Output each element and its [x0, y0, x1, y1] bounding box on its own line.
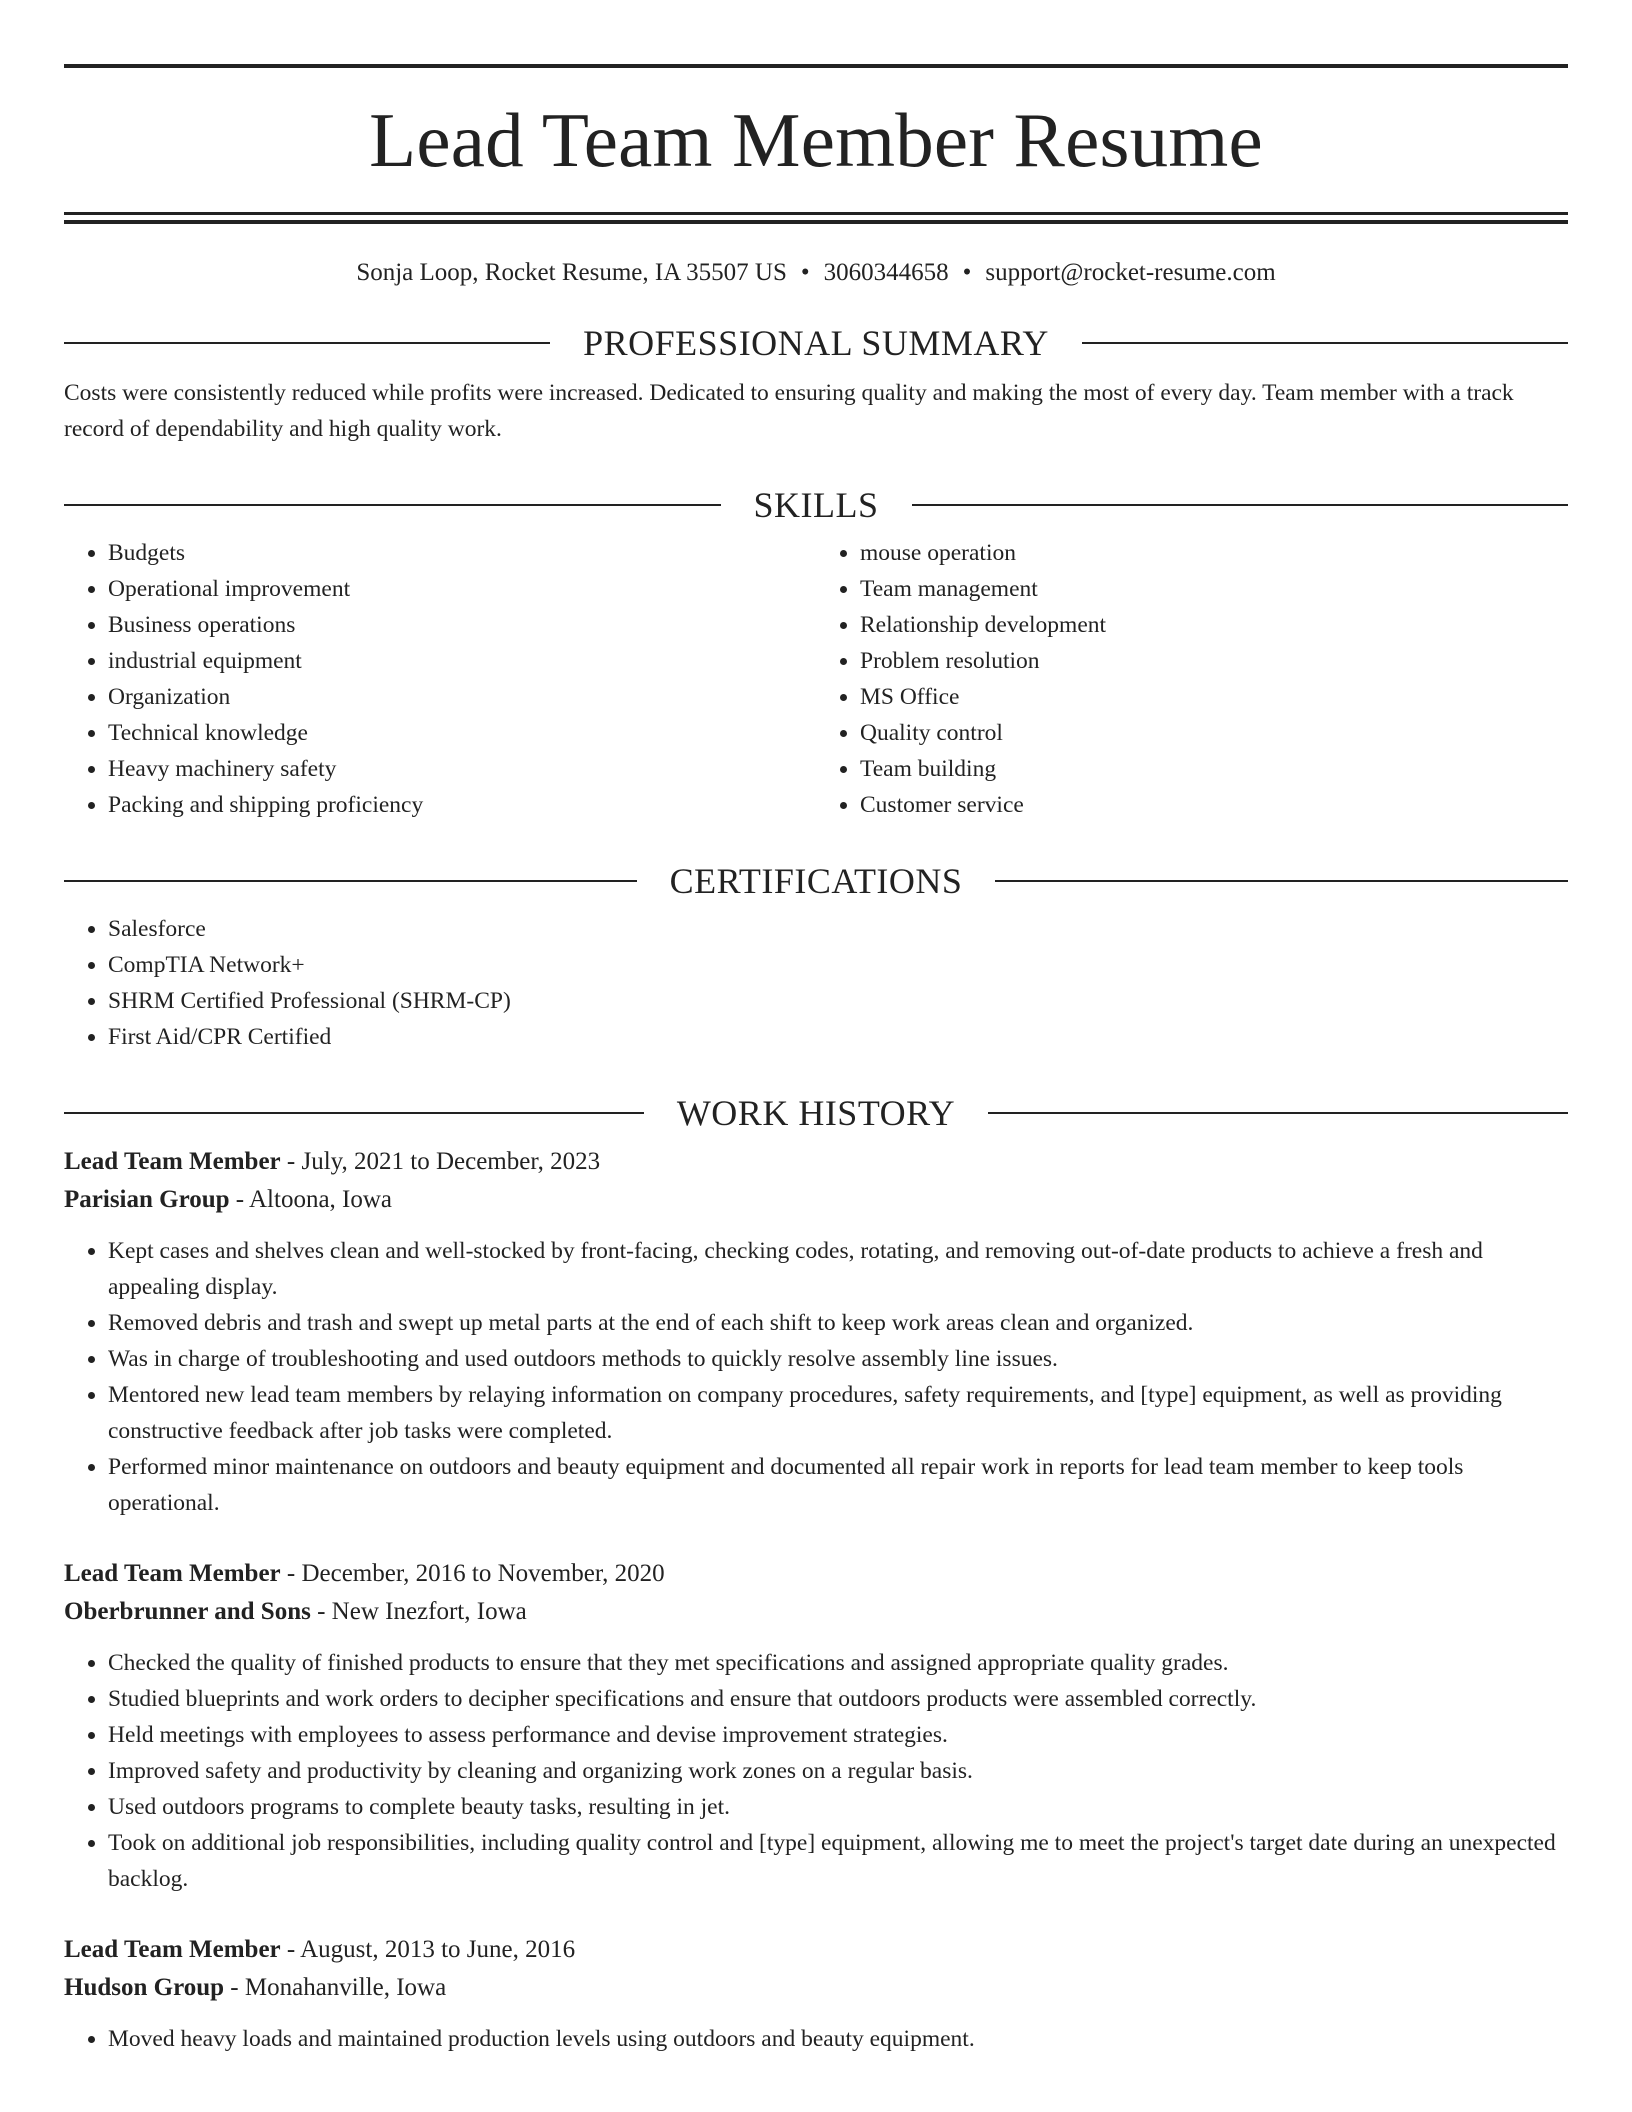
job-duty-item: • Was in charge of troubleshooting and used outdoors methods to quickly resolve assembly line issues. — [108, 1341, 1568, 1377]
job-dates: - August, 2013 to June, 2016 — [280, 1936, 576, 1963]
resume-title: Lead Team Member Resume — [369, 97, 1263, 183]
job-company: Parisian Group — [64, 1186, 230, 1213]
skill-item: • mouse operation — [860, 535, 1568, 571]
job-dates: - December, 2016 to November, 2020 — [280, 1560, 665, 1587]
job-duty-item: • Moved heavy loads and maintained production levels using outdoors and beauty equipment. — [108, 2021, 1568, 2057]
certification-item: • Salesforce — [108, 911, 1568, 947]
job-duty-item: • Mentored new lead team members by relaying information on company procedures, safety requirements, and [type] equipment, as well as providing constructive feedback after job tasks were completed. — [108, 1377, 1568, 1449]
skill-item: • Team building — [860, 751, 1568, 787]
job-duty-item: • Studied blueprints and work orders to decipher specifications and ensure that outdoors products were assembled correctly. — [108, 1681, 1568, 1717]
certification-item: • SHRM Certified Professional (SHRM-CP) — [108, 983, 1568, 1019]
skills-column-right — [816, 535, 1568, 823]
divider-line — [64, 504, 721, 506]
skill-item: • Team management — [860, 571, 1568, 607]
skills-right-list — [816, 535, 1568, 823]
contact-separator: • — [962, 259, 972, 286]
contact-email: support@rocket-resume.com — [985, 259, 1276, 286]
divider-line — [64, 342, 550, 344]
section-title: CERTIFICATIONS — [669, 861, 963, 901]
job-location: - Altoona, Iowa — [229, 1186, 393, 1213]
job-title: Lead Team Member — [64, 1148, 281, 1175]
section-heading-work — [64, 1095, 1568, 1131]
skill-item: • Packing and shipping proficiency — [108, 787, 816, 823]
skills-list — [64, 535, 1568, 823]
section-title: WORK HISTORY — [676, 1093, 956, 1133]
section-heading-certifications — [64, 863, 1568, 899]
divider-line — [995, 880, 1568, 882]
job-title-line — [64, 1143, 1568, 1181]
skill-item: • Heavy machinery safety — [108, 751, 816, 787]
skill-item: • MS Office — [860, 679, 1568, 715]
job-title-line — [64, 1931, 1568, 1969]
divider-line — [988, 1112, 1568, 1114]
job-duty-item: • Took on additional job responsibilities, including quality control and [type] equipment, allowing me to meet the project's target date during an unexpected backlog. — [108, 1825, 1568, 1897]
job-duty-item: • Improved safety and productivity by cleaning and organizing work zones on a regular basis. — [108, 1753, 1568, 1789]
job-duty-item: • Removed debris and trash and swept up metal parts at the end of each shift to keep work areas clean and organized. — [108, 1305, 1568, 1341]
divider-line — [64, 880, 637, 882]
job-title: Lead Team Member — [64, 1936, 281, 1963]
job-entry — [64, 1143, 1568, 1521]
job-location: - New Inezfort, Iowa — [310, 1598, 527, 1625]
contact-separator: • — [800, 259, 810, 286]
contact-phone: 3060344658 — [823, 259, 949, 286]
job-entry — [64, 1555, 1568, 1897]
top-rule — [64, 64, 1568, 68]
certifications-block — [64, 911, 1568, 1055]
certifications-list — [64, 911, 1568, 1055]
divider-line — [912, 504, 1569, 506]
job-duty-item: • Checked the quality of finished products to ensure that they met specifications and assigned appropriate quality grades. — [108, 1645, 1568, 1681]
job-duty-item: • Performed minor maintenance on outdoors and beauty equipment and documented all repair work in reports for lead team member to keep tools operational. — [108, 1449, 1568, 1521]
summary-text: Costs were consistently reduced while profits were increased. Dedicated to ensuring quality and making the most of every day. Team member with a track record of dependability and high quality work. — [64, 380, 1514, 442]
skills-left-list — [64, 535, 816, 823]
title-double-rule — [64, 212, 1568, 224]
job-company-line — [64, 1969, 1568, 2007]
job-dates: - July, 2021 to December, 2023 — [280, 1148, 601, 1175]
certification-item: • CompTIA Network+ — [108, 947, 1568, 983]
skill-item: • Relationship development — [860, 607, 1568, 643]
section-title: PROFESSIONAL SUMMARY — [583, 323, 1049, 363]
skill-item: • Operational improvement — [108, 571, 816, 607]
job-duties-list — [64, 1645, 1568, 1897]
job-title: Lead Team Member — [64, 1560, 281, 1587]
job-duties-list — [64, 2021, 1568, 2057]
divider-line — [1082, 342, 1568, 344]
job-duty-item: • Used outdoors programs to complete beauty tasks, resulting in jet. — [108, 1789, 1568, 1825]
section-heading-skills — [64, 487, 1568, 523]
skill-item: • Quality control — [860, 715, 1568, 751]
skill-item: • industrial equipment — [108, 643, 816, 679]
contact-line — [64, 260, 1568, 285]
job-duty-item: • Held meetings with employees to assess performance and devise improvement strategies. — [108, 1717, 1568, 1753]
skill-item: • Technical knowledge — [108, 715, 816, 751]
contact-address: Sonja Loop, Rocket Resume, IA 35507 US — [356, 259, 787, 286]
skills-column-left — [64, 535, 816, 823]
skill-item: • Budgets — [108, 535, 816, 571]
job-entry — [64, 1931, 1568, 2057]
job-title-line — [64, 1555, 1568, 1593]
skill-item: • Organization — [108, 679, 816, 715]
job-company: Oberbrunner and Sons — [64, 1598, 311, 1625]
job-location: - Monahanville, Iowa — [224, 1974, 447, 2001]
job-duty-item: • Kept cases and shelves clean and well-stocked by front-facing, checking codes, rotating, and removing out-of-date products to achieve a fresh and appealing display. — [108, 1233, 1568, 1305]
section-title: SKILLS — [753, 485, 879, 525]
job-company-line — [64, 1181, 1568, 1219]
certification-item: • First Aid/CPR Certified — [108, 1019, 1568, 1055]
skill-item: • Problem resolution — [860, 643, 1568, 679]
section-heading-summary — [64, 325, 1568, 361]
work-history — [64, 1143, 1568, 2057]
skill-item: • Business operations — [108, 607, 816, 643]
job-duties-list — [64, 1233, 1568, 1521]
job-company: Hudson Group — [64, 1974, 225, 2001]
skill-item: • Customer service — [860, 787, 1568, 823]
job-company-line — [64, 1593, 1568, 1631]
divider-line — [64, 1112, 644, 1114]
